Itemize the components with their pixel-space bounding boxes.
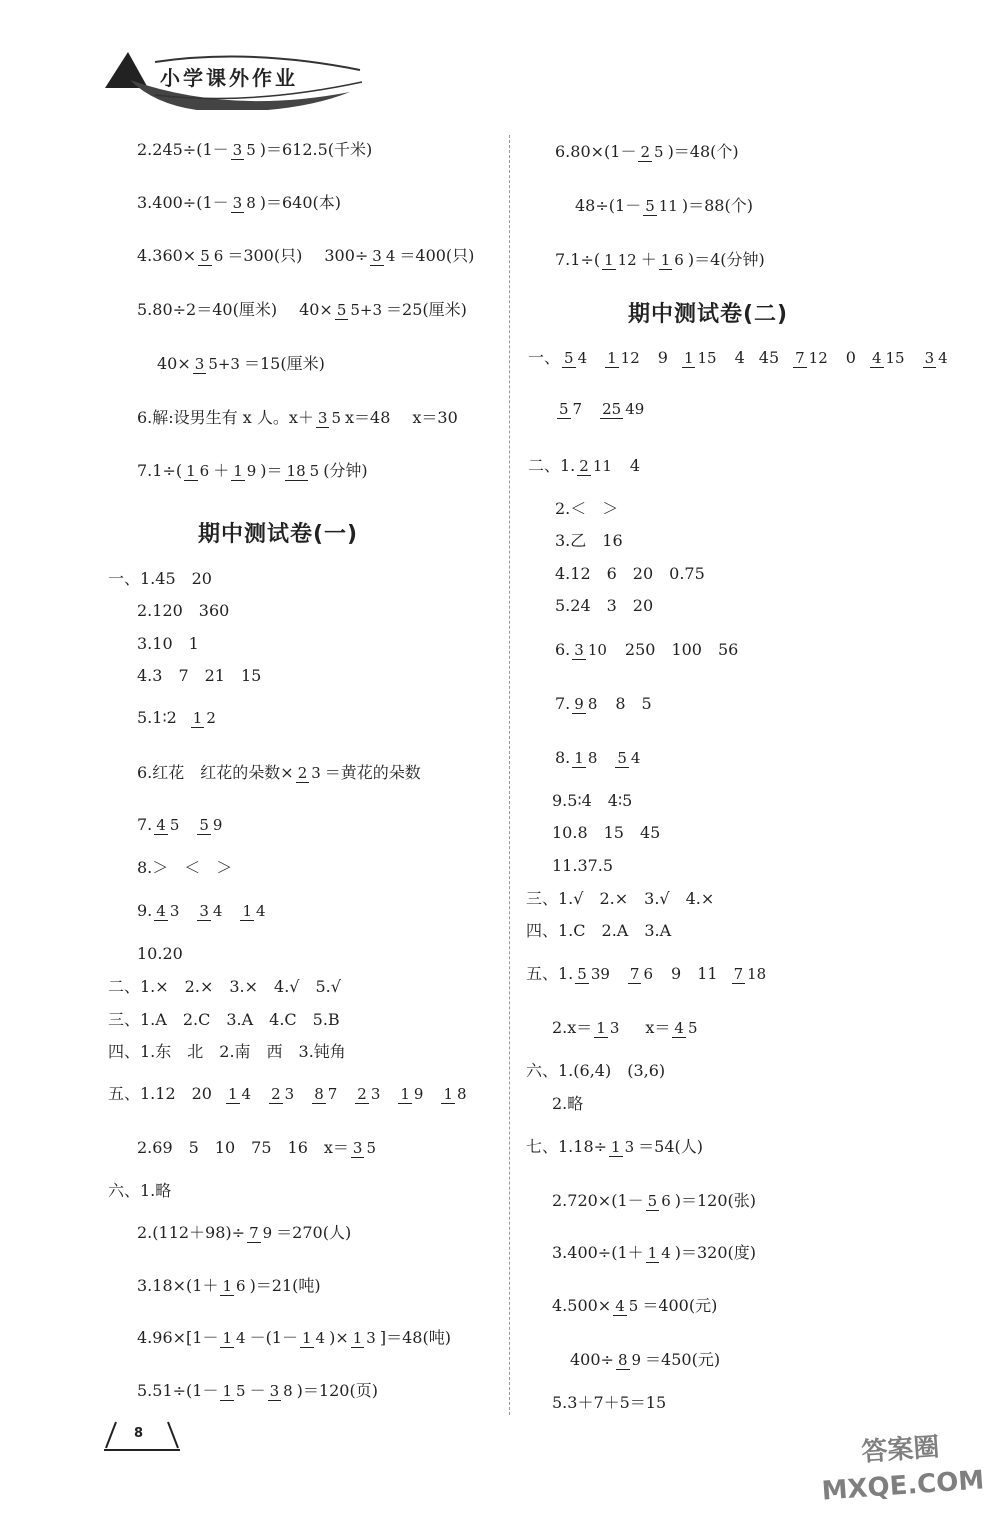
exam1-s1-8: 8.＞ ＜ ＞ — [137, 858, 233, 877]
exam2-t2-7: 7. 9 8 8 5 — [555, 694, 652, 713]
watermark-logo: 答案圈 MXQE.COM — [820, 1432, 986, 1507]
exam2-t6-2: 2.略 — [552, 1094, 584, 1113]
exam2-t2-9: 9.5∶4 4∶5 — [552, 791, 633, 810]
exam2-t2-4: 4.12 6 20 0.75 — [555, 564, 705, 583]
exam2-t7-4: 4.500× 4 5 ＝400(元) — [552, 1296, 718, 1315]
exam1-title: 期中测试卷(一) — [198, 522, 359, 547]
exam2-t2-2: 2.＜ ＞ — [555, 499, 619, 518]
exam2-t3: 三、1.√ 2.× 3.√ 4.× — [526, 889, 715, 908]
exam1-s1-6: 6.红花 红花的朵数× 2 3 ＝黄花的朵数 — [137, 763, 421, 782]
exam1-s4: 四、1.东 北 2.南 西 3.钝角 — [108, 1042, 346, 1061]
left-answer-4: 4.360× 5 6 ＝300(只) 300÷ 3 4 ＝400(只) — [137, 246, 475, 265]
exam1-s1-3: 3.10 1 — [137, 634, 199, 653]
exam1-s1-7: 7. 4 5 5 9 — [137, 815, 223, 834]
exam2-t2-11: 11.37.5 — [552, 856, 614, 875]
exam1-s1-2: 2.120 360 — [137, 601, 230, 620]
right-answer-6: 6.80×(1－ 2 5 )＝48(个) — [555, 142, 739, 161]
left-answer-6: 6.解:设男生有 x 人。x＋ 3 5 x＝48 x＝30 — [137, 408, 458, 427]
exam2-t4: 四、1.C 2.A 3.A — [526, 921, 672, 940]
exam2-t7-4b: 400÷ 8 9 ＝450(元) — [570, 1350, 721, 1369]
exam2-title: 期中测试卷(二) — [628, 302, 789, 327]
exam1-s1-10: 10.20 — [137, 944, 183, 963]
exam1-s6-1: 六、1.略 — [108, 1181, 172, 1200]
exam1-s1-5: 5.1∶2 1 2 — [137, 708, 216, 727]
exam1-s3: 三、1.A 2.C 3.A 4.C 5.B — [108, 1010, 340, 1029]
mountain-icon — [105, 52, 148, 88]
exam1-s6-4: 4.96×[1－ 1 4 －(1－ 1 4 )× 1 3 ]＝48(吨) — [137, 1328, 451, 1347]
exam1-s1-4: 4.3 7 21 15 — [137, 666, 262, 685]
left-answer-5b: 40× 3 5+3 ＝15(厘米) — [157, 354, 325, 373]
exam2-t7-3: 3.400÷(1＋ 1 4 )＝320(度) — [552, 1243, 757, 1262]
exam1-s6-5: 5.51÷(1－ 1 5 － 3 8 )＝120(页) — [137, 1381, 378, 1400]
exam2-t2-5: 5.24 3 20 — [555, 596, 654, 615]
exam2-t2-6: 6. 3 10 250 100 56 — [555, 640, 739, 659]
exam2-t1b: 5 7 25 49 — [559, 400, 645, 418]
exam2-t2-1: 二、1. 2 11 4 — [528, 456, 641, 475]
exam1-s6-2: 2.(112＋98)÷ 7 9 ＝270(人) — [137, 1223, 352, 1242]
exam2-t5-2: 2.x＝ 1 3 x＝ 4 5 — [552, 1018, 698, 1037]
exam2-t7-5: 5.3＋7＋5＝15 — [552, 1393, 667, 1412]
exam2-t5-1: 五、1. 5 39 7 6 9 11 7 18 — [526, 964, 767, 983]
left-answer-3: 3.400÷(1－ 3 8 )＝640(本) — [137, 193, 342, 212]
exam2-t2-8: 8. 1 8 5 4 — [555, 748, 641, 767]
exam2-t2-3: 3.乙 16 — [555, 531, 623, 550]
exam1-s5-1: 五、1.12 20 1 4 2 3 8 7 2 3 1 9 1 8 — [108, 1084, 467, 1103]
exam2-t7-1: 七、1.18÷ 1 3 ＝54(人) — [526, 1137, 703, 1156]
exam2-t6-1: 六、1.(6,4) (3,6) — [526, 1061, 666, 1080]
right-answer-6b: 48÷(1－ 5 11 )＝88(个) — [575, 196, 753, 215]
exam1-s1-1: 一、1.45 20 — [108, 569, 212, 588]
book-title: 小学课外作业 — [160, 66, 298, 90]
exam2-t7-2: 2.720×(1－ 5 6 )＝120(张) — [552, 1191, 757, 1210]
exam1-s5-2: 2.69 5 10 75 16 x＝ 3 5 — [137, 1138, 377, 1157]
exam2-t2-10: 10.8 15 45 — [552, 823, 661, 842]
column-divider — [509, 135, 510, 1415]
left-answer-5: 5.80÷2＝40(厘米) 40× 5 5+3 ＝25(厘米) — [137, 300, 467, 319]
left-answer-2: 2.245÷(1－ 3 5 )＝612.5(千米) — [137, 140, 373, 159]
exam1-s6-3: 3.18×(1＋ 1 6 )＝21(吨) — [137, 1276, 321, 1295]
exam1-s2: 二、1.× 2.× 3.× 4.√ 5.√ — [108, 977, 341, 996]
right-answer-7: 7.1÷( 1 12 ＋ 1 6 )＝4(分钟) — [555, 250, 765, 269]
exam1-s1-9: 9. 4 3 3 4 1 4 — [137, 901, 266, 920]
exam2-t1: 一、 5 4 1 12 9 1 15 4 45 7 12 0 4 15 3 4 — [528, 348, 948, 367]
left-answer-7: 7.1÷( 1 6 ＋ 1 9 )＝ 18 5 (分钟) — [137, 461, 368, 480]
page-number: 8 — [134, 1426, 144, 1441]
